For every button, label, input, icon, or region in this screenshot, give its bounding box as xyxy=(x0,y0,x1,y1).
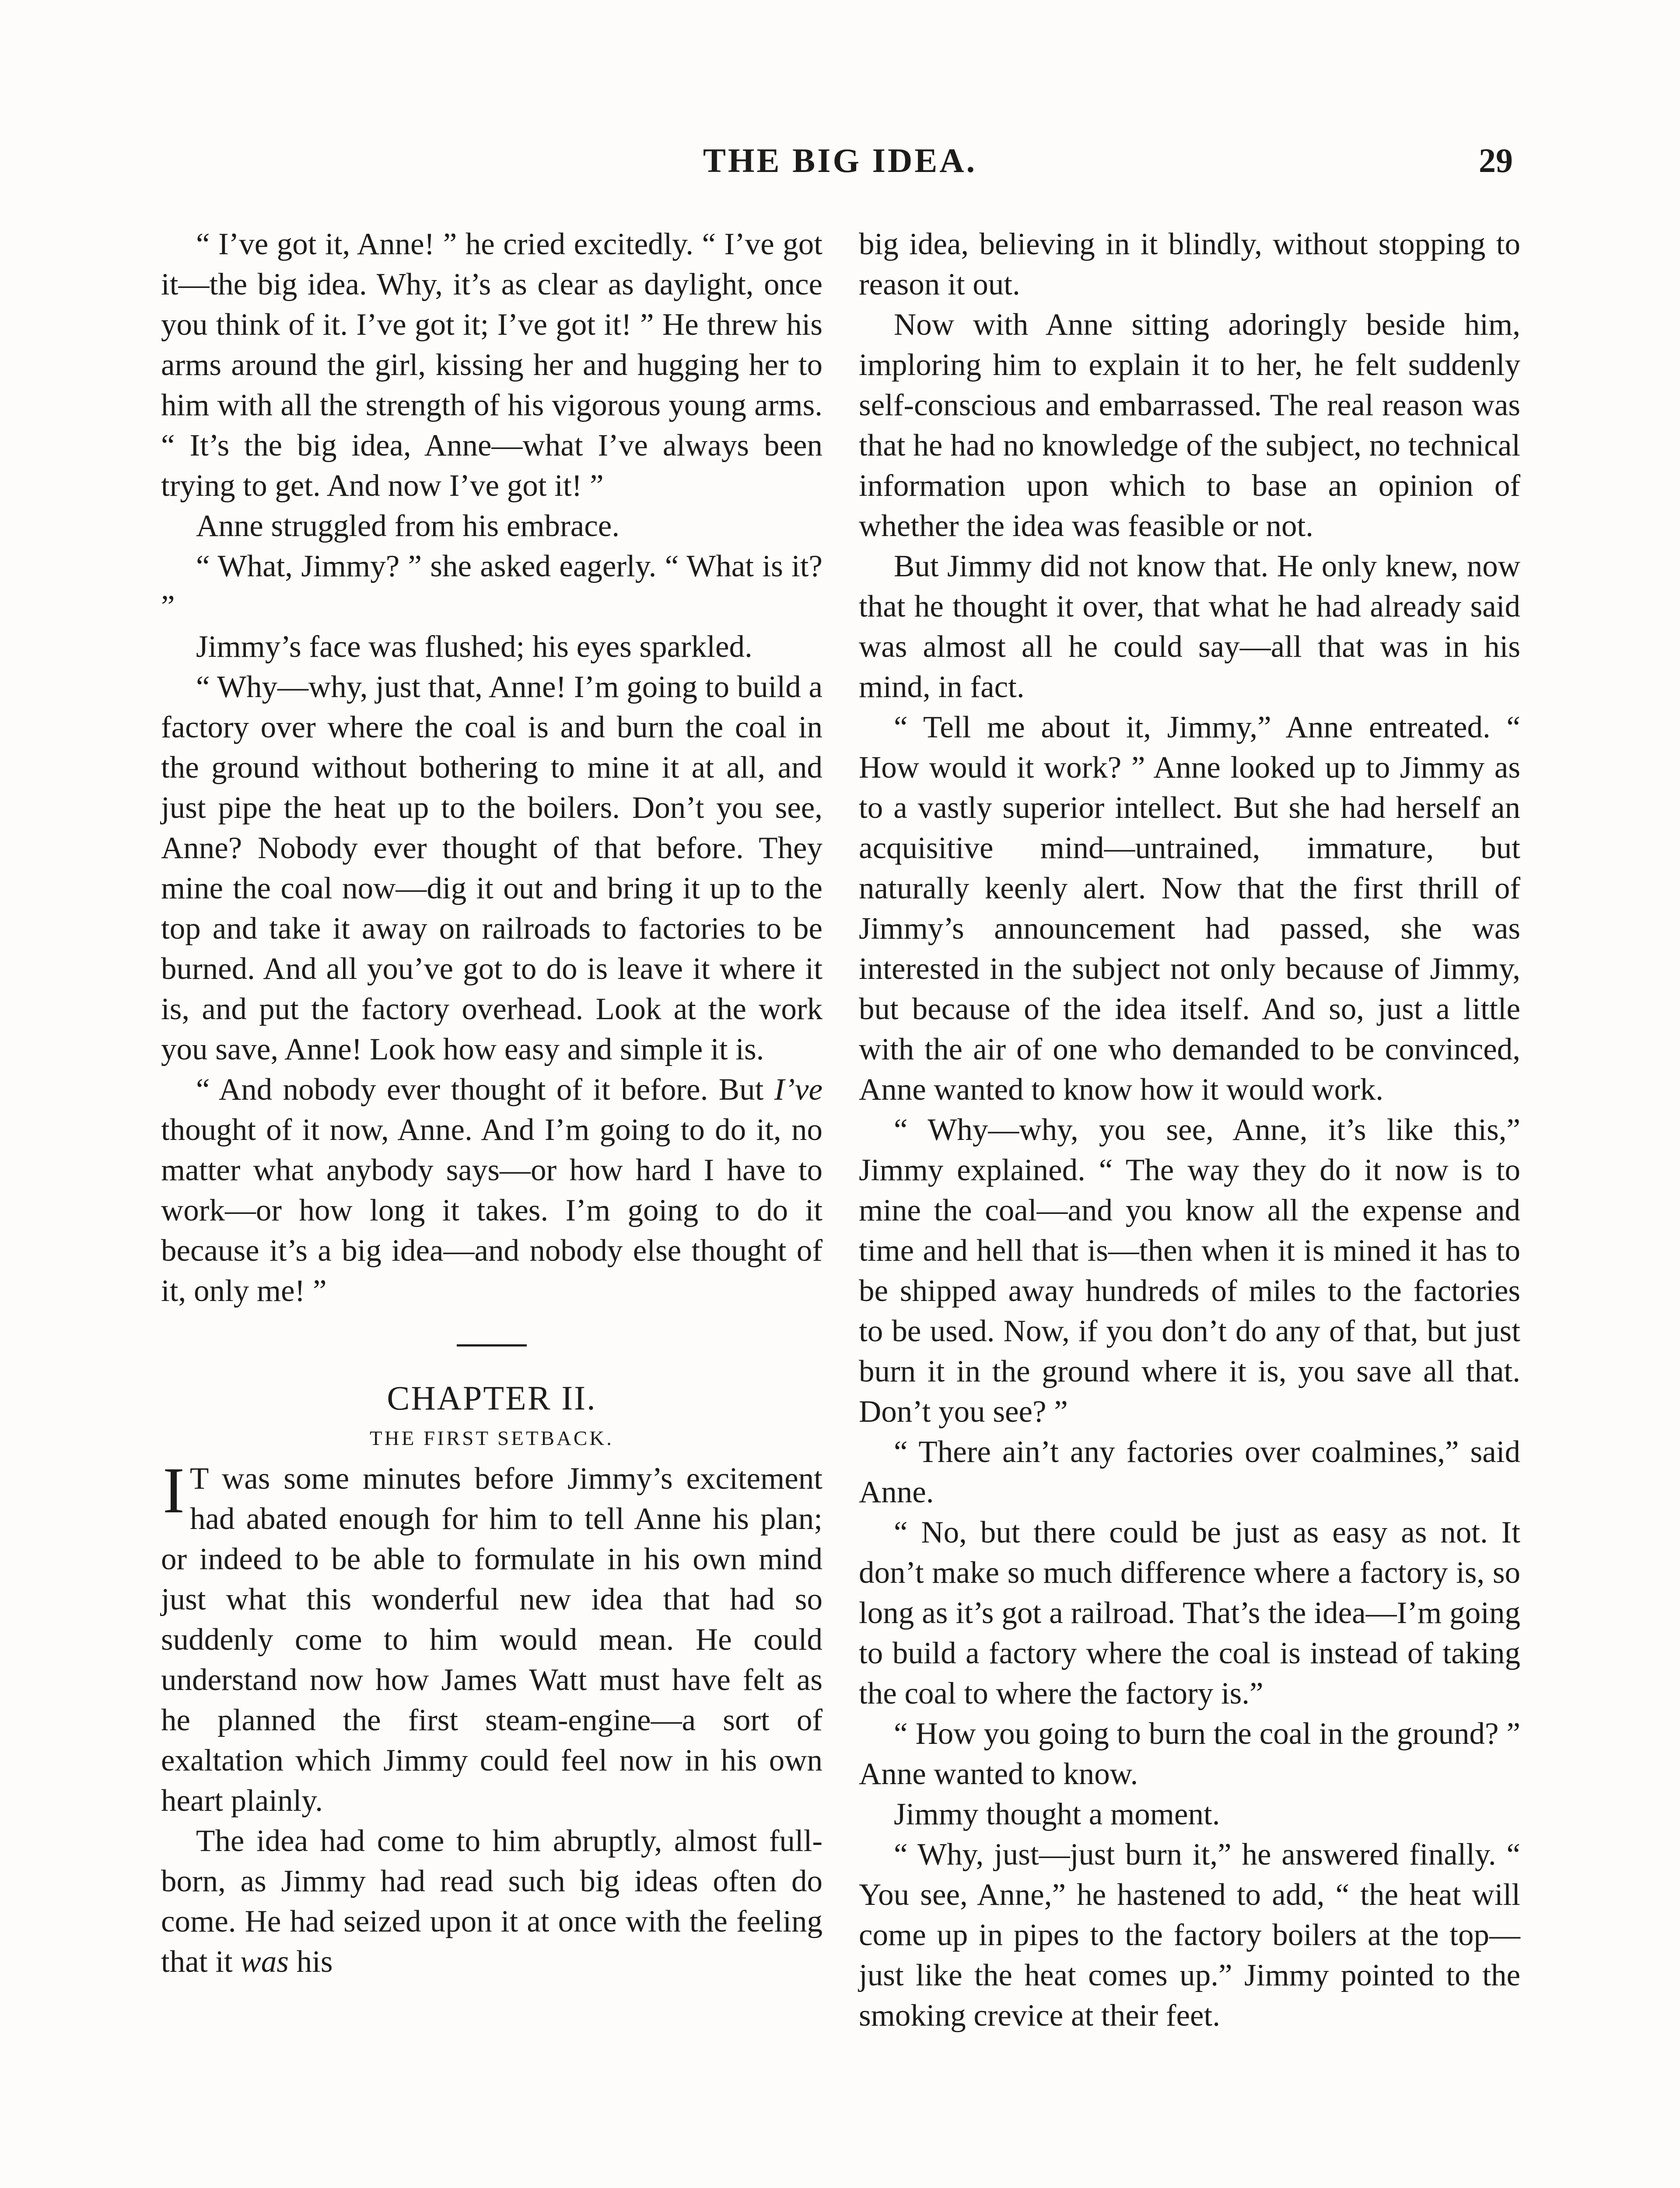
paragraph: “ Why—why, just that, Anne! I’m going to build a factory over where the coal is and burn the coal in the ground without bothering to mine it at all, and just pipe the heat up to the boilers. Don’t you see, Anne? Nobody ever thought of that before. They mine the coal now—dig it out and bring it up to the top and take it away on railroads to factories to be burned. And all you’ve got to do is leave it where it is, and put the factory overhead. Look at the work you save, Anne! Look how easy and simple it is. xyxy=(161,670,822,1066)
paragraph xyxy=(161,1069,822,1311)
text-run: The idea had come to him abruptly, almost full-born, as Jimmy had read such big ideas often do come. He had seized upon it at once with the feeling that it xyxy=(161,1824,822,1979)
paragraph: But Jimmy did not know that. He only knew, now that he thought it over, that what he had already said was almost all he could say—all that was in his mind, in fact. xyxy=(859,549,1520,704)
paragraph: “ I’ve got it, Anne! ” he cried excitedly. “ I’ve got it—the big idea. Why, it’s as clear as daylight, once you think of it. I’ve got it; I’ve got it! ” He threw his arms around the girl, kissing her and hugging her to him with all the strength of his vigorous young arms. “ It’s the big idea, Anne—what I’ve always been trying to get. And now I’ve got it! ” xyxy=(161,227,822,503)
page-number: 29 xyxy=(1479,141,1513,179)
paragraph: Jimmy thought a moment. xyxy=(894,1797,1220,1831)
paragraph: “ Tell me about it, Jimmy,” Anne entreated. “ How would it work? ” Anne looked up to Jimmy as to a vastly superior intellect. But she had herself an acquisitive mind—untrained, immature, but naturally keenly alert. Now that the first thrill of Jimmy’s announcement had passed, she was interested in the subject not only because of Jimmy, but because of the idea itself. And so, just a little with the air of one who demanded to be convinced, Anne wanted to know how it would work. xyxy=(859,710,1520,1107)
paragraph: “ No, but there could be just as easy as not. It don’t make so much difference where a factory is, so long as it’s got a railroad. That’s the idea—I’m going to build a factory where the coal is instead of taking the coal to where the factory is.” xyxy=(859,1515,1520,1711)
paragraph xyxy=(161,1821,822,1982)
paragraph: “ What, Jimmy? ” she asked eagerly. “ What is it? ” xyxy=(161,549,822,624)
paragraph-continuation: big idea, believing in it blindly, without stopping to reason it out. xyxy=(859,227,1520,302)
chapter-subtitle: THE FIRST SETBACK. xyxy=(370,1427,614,1450)
italic-emphasis: was xyxy=(240,1945,289,1979)
paragraph: Anne struggled from his embrace. xyxy=(196,509,620,543)
text-run: T was some minutes before Jimmy’s excitement had abated enough for him to tell Anne his plan; or indeed to be able to formulate in his own mind just what this wonderful new idea that had so suddenly come to him would mean. He could understand now how James Watt must have felt as he planned the first steam-engine—a sort of exaltation which Jimmy could feel now in his own heart plainly. xyxy=(161,1462,822,1818)
paragraph: “ Why—why, you see, Anne, it’s like this,” Jimmy explained. “ The way they do it now is to mine the coal—and you know all the expense and time and hell that is—then when it is mined it has to be shipped away hundreds of miles to the factories to be used. Now, if you don’t do any of that, but just burn it in the ground where it is, you save all that. Don’t you see? ” xyxy=(859,1113,1520,1429)
opening-paragraph xyxy=(161,1454,822,1821)
text-run: his xyxy=(288,1945,333,1979)
text-run: “ And nobody ever thought of it before. But xyxy=(196,1073,774,1107)
paragraph: “ Why, just—just burn it,” he answered finally. “ You see, Anne,” he hastened to add, “ the heat will come up in pipes to the factory boilers at the top—just like the heat comes up.” Jimmy pointed to the smoking crevice at their feet. xyxy=(859,1837,1520,2033)
italic-emphasis: I’ve xyxy=(774,1073,822,1107)
drop-cap: I xyxy=(163,1454,185,1527)
paragraph: Jimmy’s face was flushed; his eyes sparkled. xyxy=(196,630,752,664)
running-head: THE BIG IDEA. xyxy=(703,141,977,179)
right-column xyxy=(859,224,1520,2036)
text-run: thought of it now, Anne. And I’m going to do it, no matter what anybody says—or how hard I have to work—or how long it takes. I’m going to do it because it’s a big idea—and nobody else thought of it, only me! ” xyxy=(161,1113,822,1308)
paragraph: “ How you going to burn the coal in the ground? ” Anne wanted to know. xyxy=(859,1717,1520,1791)
paragraph: “ There ain’t any factories over coalmines,” said Anne. xyxy=(859,1435,1520,1509)
left-column xyxy=(161,224,822,1982)
section-divider xyxy=(457,1344,527,1346)
chapter-title: CHAPTER II. xyxy=(387,1379,597,1417)
paragraph: Now with Anne sitting adoringly beside him, imploring him to explain it to her, he felt suddenly self-conscious and embarrassed. The real reason was that he had no knowledge of the subject, no technical information upon which to base an opinion of whether the idea was feasible or not. xyxy=(859,308,1520,543)
